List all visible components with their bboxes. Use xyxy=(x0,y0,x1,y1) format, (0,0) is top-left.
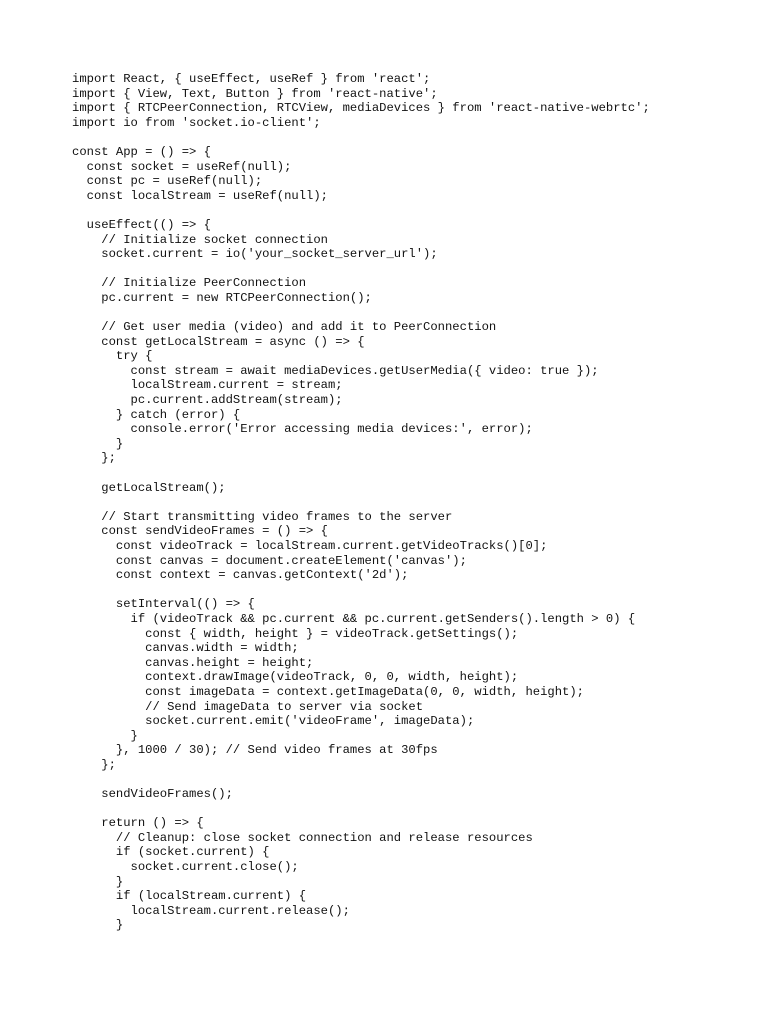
code-line: if (videoTrack && pc.current && pc.current.getSenders().length > 0) { xyxy=(72,611,636,626)
code-line: if (localStream.current) { xyxy=(72,889,307,904)
code-line: } xyxy=(72,874,124,889)
code-line xyxy=(72,203,752,218)
code-line: console.error('Error accessing media devices:', error); xyxy=(72,422,533,437)
code-line: const pc = useRef(null); xyxy=(72,174,263,189)
code-line: }, 1000 / 30); // Send video frames at 30fps xyxy=(72,743,438,758)
code-line: const videoTrack = localStream.current.getVideoTracks()[0]; xyxy=(72,539,548,553)
code-line: localStream.current.release(); xyxy=(72,903,350,918)
code-line: try { xyxy=(72,349,153,364)
code-listing xyxy=(72,72,752,933)
code-line: import { View, Text, Button } from 'react-native'; xyxy=(72,86,438,101)
code-line: import { RTCPeerConnection, RTCView, mediaDevices } from 'react-native-webrtc'; xyxy=(72,101,650,116)
code-line: socket.current = io('your_socket_server_url'); xyxy=(72,247,438,262)
code-line: // Get user media (video) and add it to PeerConnection xyxy=(72,320,497,335)
code-line: const socket = useRef(null); xyxy=(72,159,292,174)
code-line: import React, { useEffect, useRef } from 'react'; xyxy=(72,72,431,86)
code-line: // Initialize PeerConnection xyxy=(72,276,307,291)
code-line: import io from 'socket.io-client'; xyxy=(72,115,321,130)
code-line: sendVideoFrames(); xyxy=(72,787,233,802)
code-line xyxy=(72,466,752,481)
code-line: const imageData = context.getImageData(0, 0, width, height); xyxy=(72,684,584,699)
code-line: canvas.height = height; xyxy=(72,655,314,670)
code-line: }; xyxy=(72,757,116,772)
code-line: } xyxy=(72,918,124,933)
code-line: // Cleanup: close socket connection and release resources xyxy=(72,830,533,845)
code-line: useEffect(() => { xyxy=(72,217,211,232)
code-line: canvas.width = width; xyxy=(72,641,299,656)
code-line: localStream.current = stream; xyxy=(72,378,343,393)
code-line: // Send imageData to server via socket xyxy=(72,699,424,714)
code-line: const sendVideoFrames = () => { xyxy=(72,524,328,539)
code-line: } xyxy=(72,728,138,743)
code-line: // Start transmitting video frames to the server xyxy=(72,509,453,524)
code-line: } xyxy=(72,436,124,451)
code-line: if (socket.current) { xyxy=(72,845,270,860)
code-line: const { width, height } = videoTrack.getSettings(); xyxy=(72,626,519,641)
code-line: getLocalStream(); xyxy=(72,480,226,495)
code-line xyxy=(72,773,752,788)
code-line xyxy=(72,583,752,598)
code-line: socket.current.close(); xyxy=(72,860,299,875)
code-line: context.drawImage(videoTrack, 0, 0, width, height); xyxy=(72,670,519,685)
code-line: // Initialize socket connection xyxy=(72,232,328,247)
code-line: } catch (error) { xyxy=(72,407,241,422)
code-line xyxy=(72,306,752,321)
code-line: const context = canvas.getContext('2d'); xyxy=(72,568,409,583)
code-line: const App = () => { xyxy=(72,144,211,159)
code-line: const stream = await mediaDevices.getUserMedia({ video: true }); xyxy=(72,363,599,378)
code-line: pc.current.addStream(stream); xyxy=(72,393,343,408)
code-line xyxy=(72,262,752,277)
code-line xyxy=(72,495,752,510)
code-line: const getLocalStream = async () => { xyxy=(72,334,365,349)
code-line: const canvas = document.createElement('canvas'); xyxy=(72,553,467,568)
code-line xyxy=(72,802,752,817)
code-line: socket.current.emit('videoFrame', imageData); xyxy=(72,714,475,729)
code-line: setInterval(() => { xyxy=(72,597,255,612)
code-line xyxy=(72,130,752,145)
code-line: const localStream = useRef(null); xyxy=(72,188,328,203)
code-line: pc.current = new RTCPeerConnection(); xyxy=(72,290,372,305)
code-line: return () => { xyxy=(72,816,204,831)
code-line: }; xyxy=(72,451,116,466)
